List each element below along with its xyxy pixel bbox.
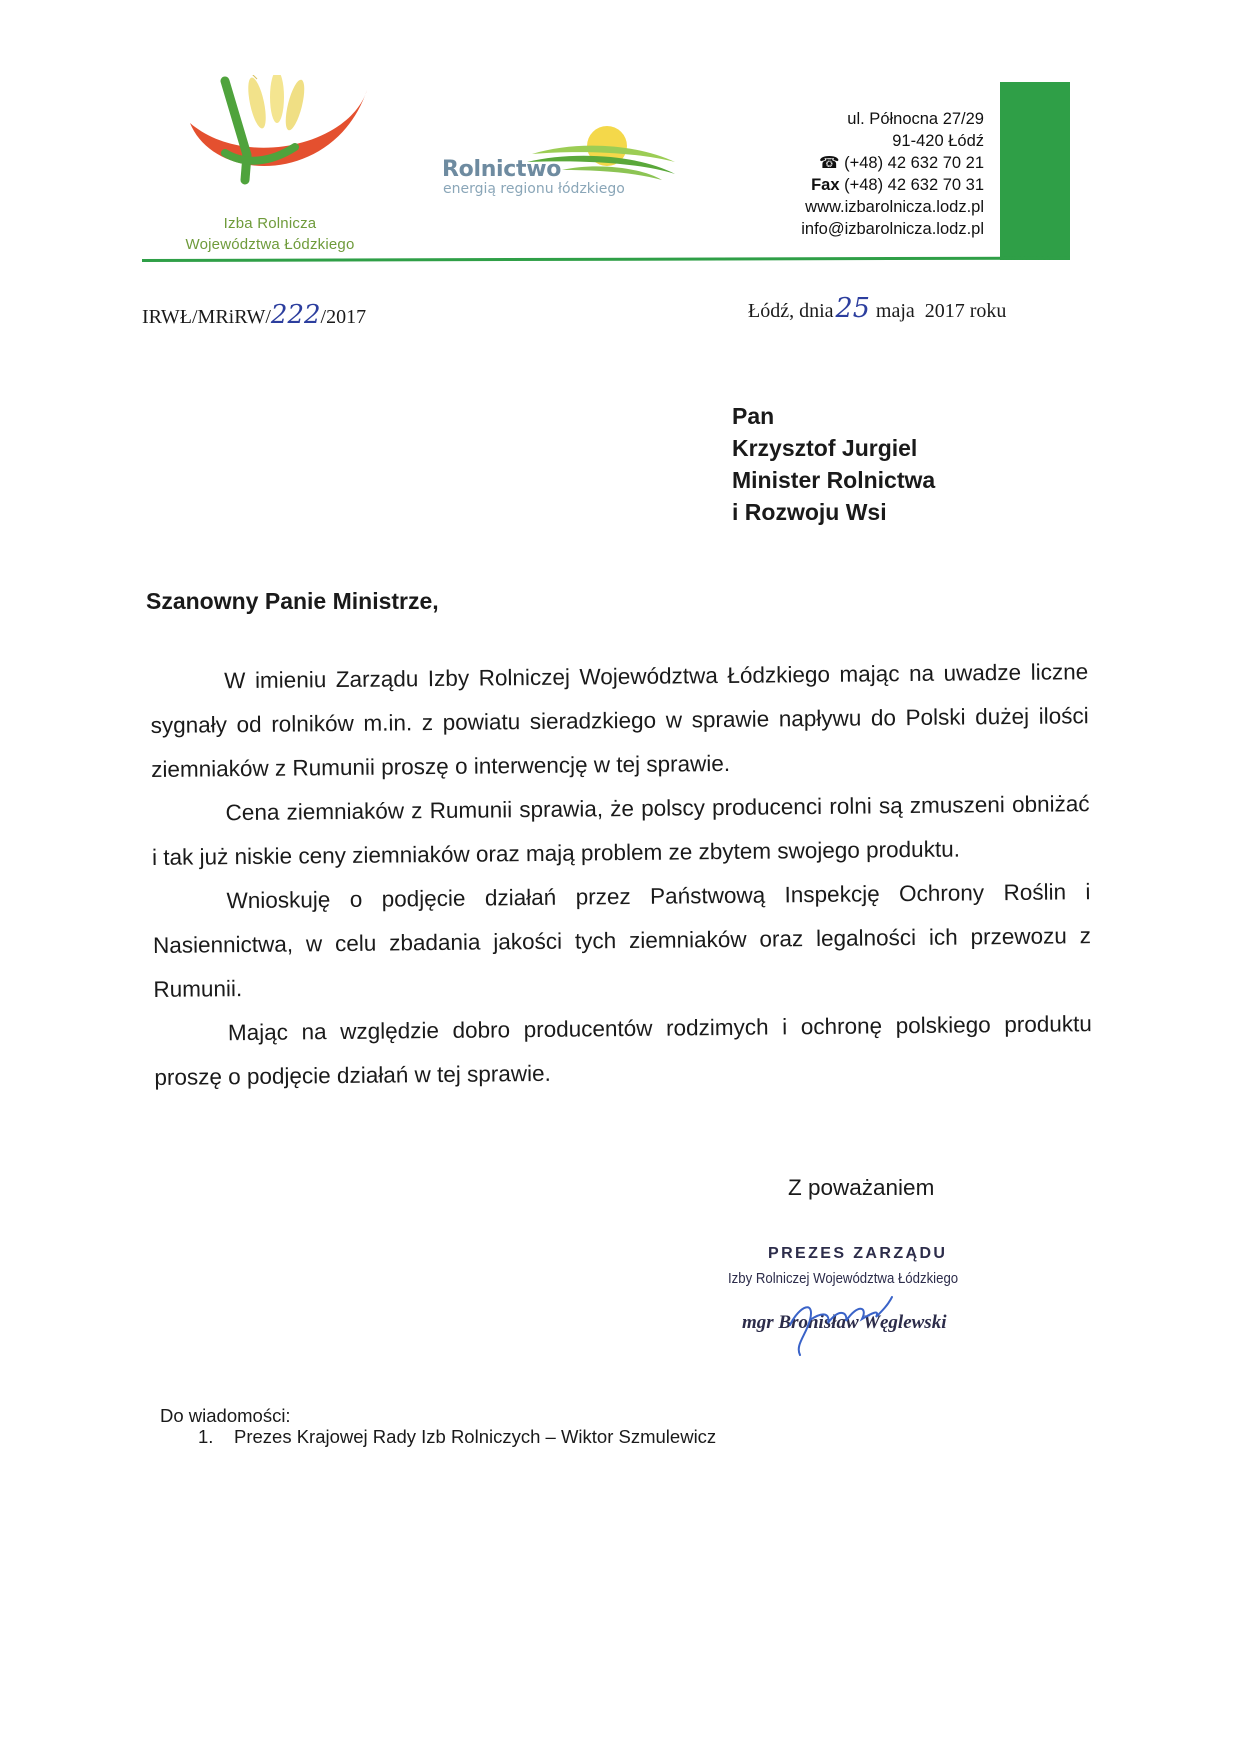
fax-label: Fax (811, 176, 840, 194)
address-fax-row (700, 174, 984, 196)
header-accent-block (1000, 82, 1070, 260)
date-rest: maja 2017 roku (875, 300, 1007, 322)
stamp-name: mgr Bronisław Węglewski (742, 1312, 947, 1333)
address-email[interactable]: info@izbarolnicza.lodz.pl (801, 220, 984, 238)
body-paragraph: W imieniu Zarządu Izby Rolniczej Województwa Łódzkiego mając na uwadze liczne sygnały od rolników m.in. z powiatu sieradzkiego w sprawie napływu do Polski dużej ilości ziemniaków z Rumunii proszę o interwencję w tej sprawie. (150, 659, 1089, 782)
address-phone: (+48) 42 632 70 21 (844, 154, 984, 172)
reference-prefix: IRWŁ/MRiRW/ (142, 306, 271, 328)
address-postal: 91-420 Łódź (892, 132, 984, 150)
org-name (150, 213, 390, 255)
letter-date (748, 293, 1006, 324)
campaign-title: Rolnictwo (442, 157, 562, 182)
cc-title: Do wiadomości: (160, 1405, 291, 1426)
address-street: ul. Północna 27/29 (847, 110, 984, 128)
address-phone-row (700, 152, 984, 174)
recipient-line1: Pan (732, 403, 775, 429)
recipient-line4: i Rozwoju Wsi (732, 499, 887, 525)
reference-handwritten-number: 222 (270, 300, 321, 330)
phone-icon: ☎ (818, 154, 840, 172)
cc-item-number: 1. (198, 1426, 214, 1447)
org-name-line2: Województwa Łódzkiego (185, 236, 355, 253)
recipient-line2: Krzysztof Jurgiel (732, 435, 918, 461)
izba-rolnicza-logo (185, 75, 385, 185)
cc-item (198, 1426, 716, 1448)
reference-suffix: /2017 (320, 306, 367, 328)
address-fax: (+48) 42 632 70 31 (844, 176, 984, 194)
stamp-organization: Izby Rolniczej Województwa Łódzkiego (728, 1270, 959, 1287)
cc-list (198, 1426, 716, 1448)
cc-item-text: Prezes Krajowej Rady Izb Rolniczych – Wiktor Szmulewicz (234, 1426, 717, 1447)
body-paragraph: Cena ziemniaków z Rumunii sprawia, że polscy producenci rolni są zmuszeni obniżać i tak już niskie ceny ziemniaków oraz mają problem ze zbytem swojego produktu. (151, 791, 1090, 870)
body-paragraph: Wnioskuję o podjęcie działań przez Państwową Inspekcję Ochrony Roślin i Nasiennictwa, w celu zbadania jakości tych ziemniaków oraz legalności ich przewozu z Rumunii. (152, 879, 1092, 1002)
recipient-line3: Minister Rolnictwa (732, 467, 936, 493)
date-handwritten-day: 25 (835, 293, 870, 324)
header-divider (142, 257, 1070, 262)
closing-phrase: Z poważaniem (788, 1175, 935, 1200)
org-name-line1: Izba Rolnicza (223, 215, 317, 232)
reference-number (142, 300, 366, 330)
date-prefix: Łódź, dnia (748, 300, 834, 322)
stamp-title: PREZES ZARZĄDU (768, 1245, 948, 1262)
salutation: Szanowny Panie Ministrze, (146, 588, 439, 614)
letter-body (150, 650, 1093, 1100)
campaign-slogan: energią regionu łódzkiego (443, 181, 625, 197)
handwritten-signature (770, 1285, 920, 1360)
body-paragraph: Mając na względzie dobro producentów rodzimych i ochronę polskiego produktu proszę o podjęcie działań w tej sprawie. (154, 1011, 1092, 1090)
recipient-block (732, 400, 935, 528)
address-www[interactable]: www.izbarolnicza.lodz.pl (805, 198, 984, 216)
address-block (700, 108, 984, 240)
